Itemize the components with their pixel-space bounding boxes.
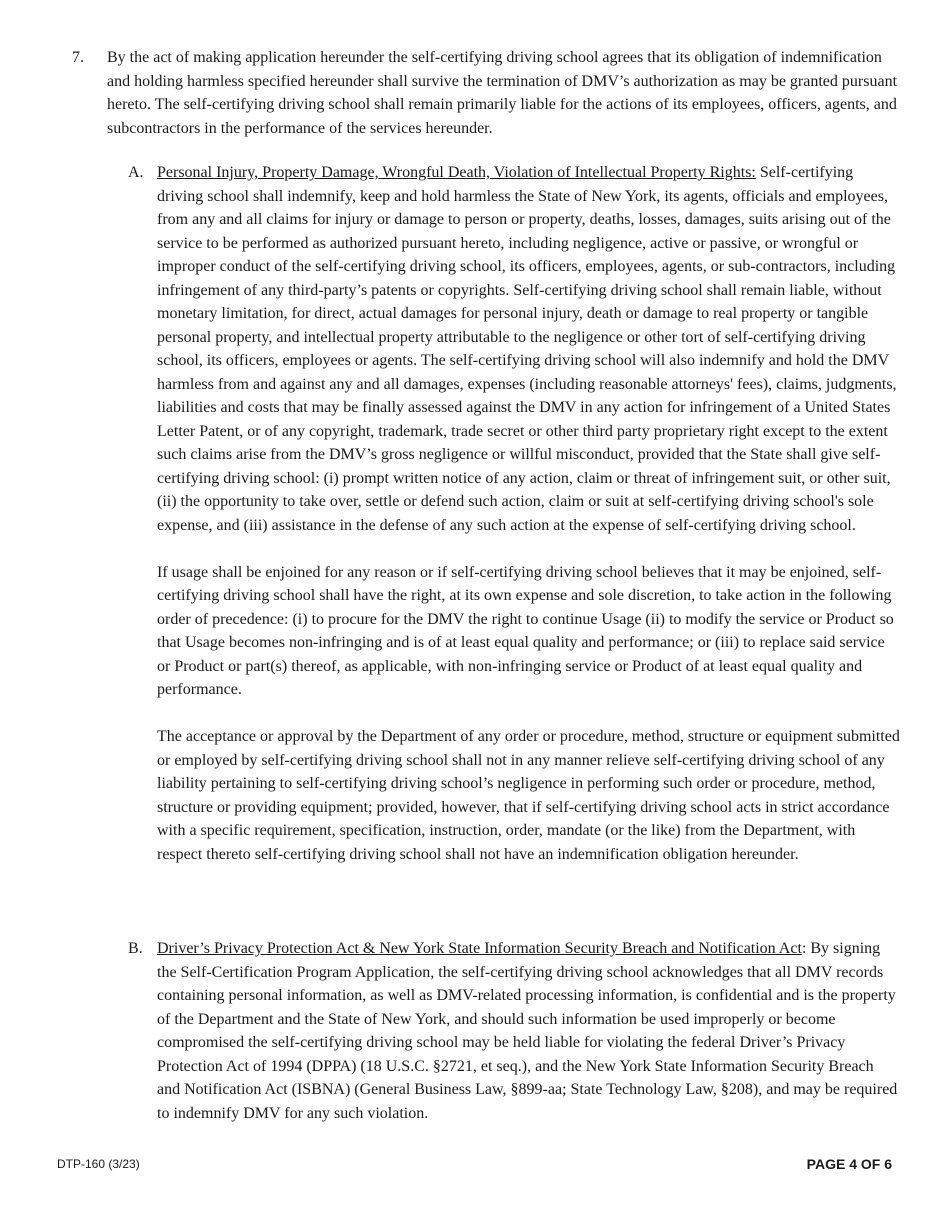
section-b-paragraph	[157, 937, 900, 1125]
section-b	[128, 937, 900, 1125]
section-b-heading: Driver’s Privacy Protection Act & New York State Information Security Breach and Notification Act	[157, 940, 802, 957]
section-a-paragraph-2: If usage shall be enjoined for any reason or if self-certifying driving school believes that it may be enjoined, self-certifying driving school shall have the right, at its own expense and sole discretion, to take action in the following order of precedence: (i) to procure for the DMV the right to continue Usage (ii) to modify the service or Product so that Usage becomes non-infringing and is of at least equal quality and performance; or (iii) to replace said service or Product or part(s) thereof, as applicable, with non-infringing service or Product of at least equal quality and performance.	[157, 563, 894, 698]
section-a-letter: A.	[128, 164, 144, 181]
item-7-text: By the act of making application hereunder the self-certifying driving school agrees that its obligation of indemnification and holding harmless specified hereunder shall survive the termination of DMV’s authorization as may be granted pursuant hereto. The self-certifying driving school shall remain primarily liable for the actions of its employees, officers, agents, and subcontractors in the performance of the services hereunder.	[107, 49, 898, 137]
page-number: PAGE 4 OF 6	[806, 1156, 892, 1172]
section-a-body	[157, 161, 900, 866]
section-a-paragraph-1-text: Self-certifying driving school shall indemnify, keep and hold harmless the State of New York, its agents, officials and employees, from any and all claims for injury or damage to person or property, deaths, losses, damages, suits arising out of the service to be performed as authorized pursuant hereto, including negligence, active or passive, or wrongful or improper conduct of the self-certifying driving school, its officers, employees, agents, or sub-contractors, including infringement of any third-party’s patents or copyrights. Self-certifying driving school shall remain liable, without monetary limitation, for direct, actual damages for personal injury, death or damage to real property or tangible personal property, and intellectual property attributable to the negligence or other tort of self-certifying driving school, its officers, employees or agents. The self-certifying driving school will also indemnify and hold the DMV harmless from and against any and all damages, expenses (including reasonable attorneys' fees), claims, judgments, liabilities and costs that may be finally assessed against the DMV in any action for infringement of a United States Letter Patent, or of any copyright, trademark, trade secret or other third party proprietary right except to the extent such claims arise from the DMV’s gross negligence or willful misconduct, provided that the State shall give self-certifying driving school: (i) prompt written notice of any action, claim or threat of infringement suit, or other suit, (ii) the opportunity to take over, settle or defend such action, claim or suit at self-certifying driving school's sole expense, and (iii) assistance in the defense of any such action at the expense of self-certifying driving school.	[157, 164, 897, 534]
item-7	[72, 46, 900, 140]
section-b-body	[157, 937, 900, 1125]
section-a-paragraph-1	[157, 161, 900, 537]
section-a	[128, 161, 900, 866]
item-7-number: 7.	[72, 49, 84, 66]
section-a-paragraph-3: The acceptance or approval by the Department of any order or procedure, method, structure or equipment submitted or employed by self-certifying driving school shall not in any manner relieve self-certifying driving school of any liability pertaining to self-certifying driving school’s negligence in performing such order or procedure, method, structure or providing equipment; provided, however, that if self-certifying driving school acts in strict accordance with a specific requirement, specification, instruction, order, mandate (or the like) from the Department, with respect thereto self-certifying driving school shall not have an indemnification obligation hereunder.	[157, 728, 900, 863]
form-id: DTP-160 (3/23)	[57, 1157, 140, 1171]
section-b-text: : By signing the Self-Certification Program Application, the self-certifying driving school acknowledges that all DMV records containing personal information, as well as DMV-related processing information, is confidential and is the property of the Department and the State of New York, and should such information be used improperly or become compromised the self-certifying driving school may be held liable for violating the federal Driver’s Privacy Protection Act of 1994 (DPPA) (18 U.S.C. §2721, et seq.), and the New York State Information Security Breach and Notification Act (ISBNA) (General Business Law, §899-aa; State Technology Law, §208), and may be required to indemnify DMV for any such violation.	[157, 940, 898, 1122]
section-b-letter: B.	[128, 940, 143, 957]
section-a-heading: Personal Injury, Property Damage, Wrongful Death, Violation of Intellectual Property Rights:	[157, 164, 756, 181]
